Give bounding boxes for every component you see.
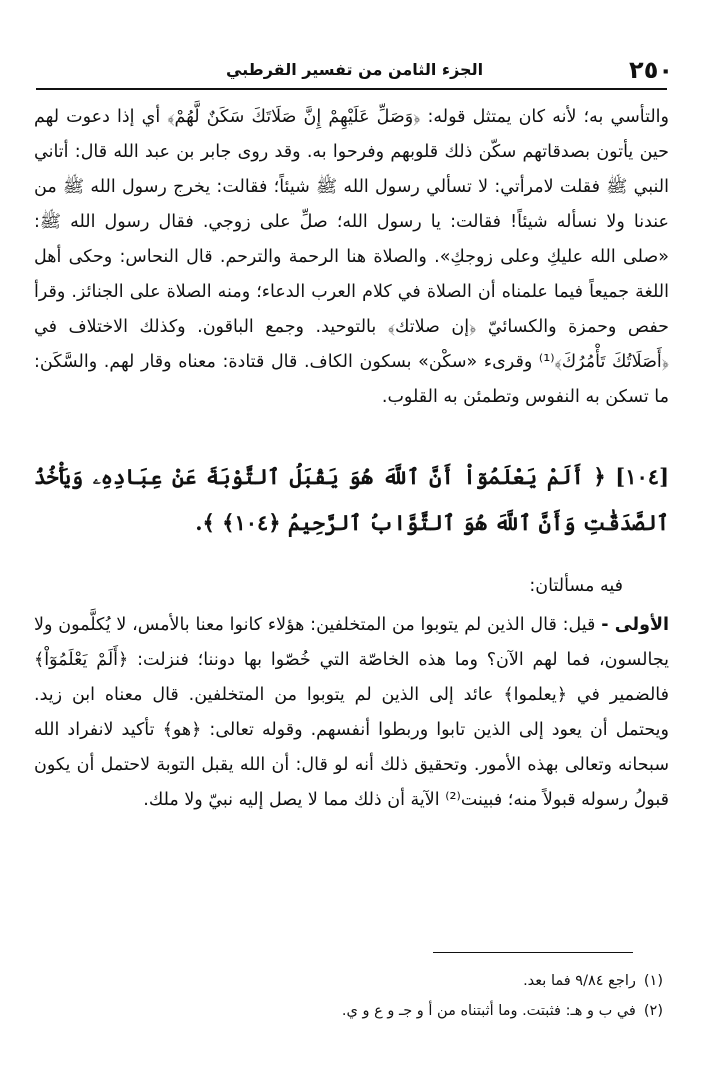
footnote-text: في ب و هـ: فثبتت. وما أثبتناه من أ و جـ و ع و ي.	[341, 1003, 636, 1019]
verse-text: ﴿ أَلَمْ يَعْلَمُوٓاْ أَنَّ ٱللَّهَ هُوَ يَقْبَلُ ٱلتَّوْبَةَ عَنْ عِبَادِهِۦ وَيَأْخُذُ ٱلصَّدَقَٰتِ وَأَنَّ ٱللَّهَ هُوَ ٱلتَّوَّابُ ٱلرَّحِيمُ ﴿١٠٤﴾ ﴾.	[34, 464, 669, 535]
page-header	[36, 56, 673, 92]
page-number: ٢٥٠	[629, 56, 673, 84]
issues-intro: فيه مسألتان:	[529, 576, 623, 596]
footnote-number: (١)	[643, 973, 663, 989]
footnotes	[40, 966, 663, 1026]
footnote-number: (٢)	[643, 1003, 663, 1019]
header-rule	[36, 88, 667, 90]
quran-verse	[34, 454, 669, 546]
commentary-text	[34, 100, 669, 415]
first-issue-text: قيل: قال الذين لم يتوبوا من المتخلفين: هؤلاء كانوا معنا بالأمس، لا يُكلَّمون ولا يجالسون، فما لهم الآن؟ وما هذه الخاصّة التي خُصّوا بها دوننا؛ فنزلت: ﴿أَلَمْ يَعْلَمُوٓاْ﴾ فالضمير في ﴿يعلموا﴾ عائد إلى الذين لم يتوبوا من المتخلفين. قال معناه ابن زيد. ويحتمل أن يعود إلى الذين تابوا وربطوا أنفسهم. وقوله تعالى: ﴿هو﴾ تأكيد لانفراد الله سبحانه وتعالى بهذه الأمور. وتحقيق ذلك أنه لو قال: أن الله يقبل التوبة لاحتمل أن يكون قبولُ رسوله قبولاً منه؛ فبينت⁽²⁾ الآية أن ذلك مما لا يصل إليه نبيّ ولا ملك.	[34, 615, 669, 810]
running-title: الجزء الثامن من تفسير القرطبي	[225, 60, 484, 79]
footnote-text: راجع ٩/٨٤ فما بعد.	[523, 973, 636, 989]
verse-number: [١٠٤]	[615, 464, 670, 489]
footnote	[40, 966, 663, 996]
body-paragraph: والتأسي به؛ لأنه كان يمتثل قوله: ﴿وَصَلِّ عَلَيْهِمْ إِنَّ صَلَاتَكَ سَكَنٌ لَّهُمْ﴾ أي إذا دعوت لهم حين يأتون بصدقاتهم سكّن ذلك قلوبهم وفرحوا به. وقد روى جابر بن عبد الله قال: أتاني النبي ﷺ فقلت لامرأتي: لا تسألي رسول الله ﷺ شيئاً؛ فقالت: يخرج رسول الله ﷺ من عندنا ولا نسأله شيئاً! فقالت: يا رسول الله؛ صلِّ على زوجي. فقال رسول الله ﷺ: «صلى الله عليكِ وعلى زوجكِ». والصلاة هنا الرحمة والترحم. قال النحاس: وحكى أهل اللغة جميعاً فيما علمناه أن الصلاة في كلام العرب الدعاء؛ ومنه الصلاة على الجنائز. وقرأ حفص وحمزة والكسائيّ ﴿إن صلاتك﴾ بالتوحيد. وجمع الباقون. وكذلك الاختلاف في ﴿أَصَلَاتُكَ تَأْمُرُكَ﴾⁽¹⁾ وقرىء «سكْن» بسكون الكاف. قال قتادة: معناه وقار لهم. والسَّكَن: ما تسكن به النفوس وتطمئن به القلوب.	[34, 107, 669, 407]
footnote	[40, 996, 663, 1026]
first-issue	[34, 608, 669, 818]
first-issue-lead: الأولى -	[601, 615, 669, 635]
first-issue-paragraph	[34, 608, 669, 818]
footnote-rule	[433, 952, 633, 953]
